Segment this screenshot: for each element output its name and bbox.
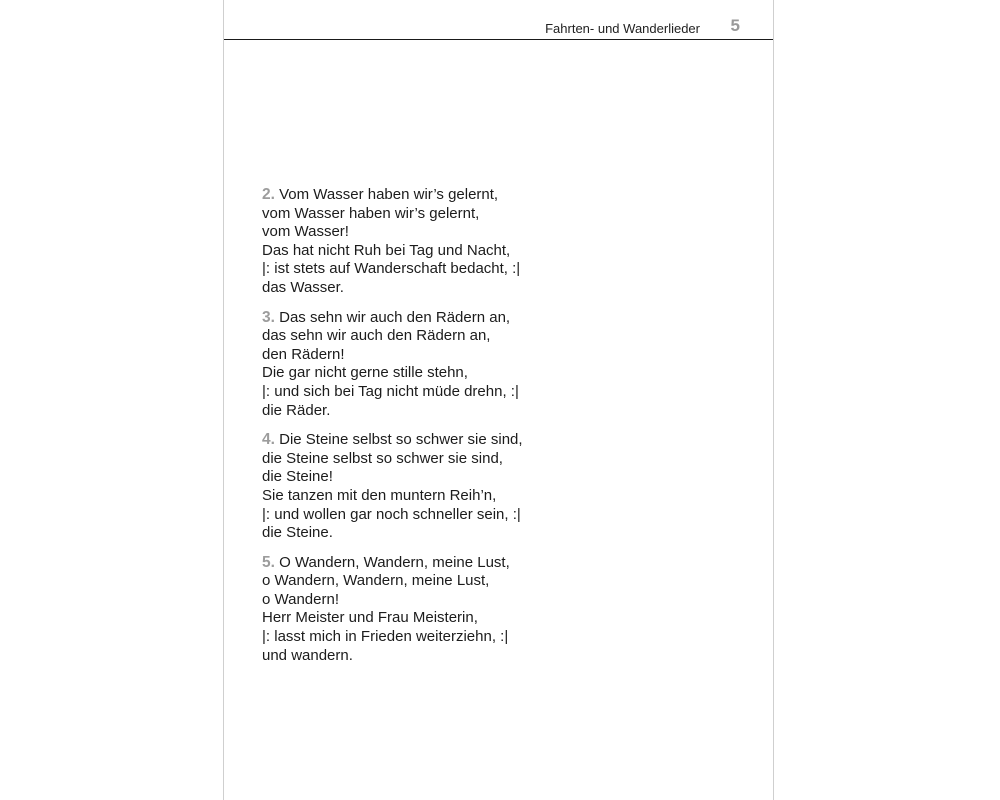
verse-line: o Wandern!: [262, 590, 339, 608]
verse-line: |: ist stets auf Wanderschaft bedacht, :|: [262, 260, 521, 278]
verse-line: die Steine.: [262, 524, 333, 542]
verse-line: |: und wollen gar noch schneller sein, :|: [262, 505, 521, 523]
verse-4: [262, 431, 742, 543]
verse-line: vom Wasser!: [262, 223, 349, 241]
page-number: 5: [730, 16, 740, 35]
verse-number: 5.: [262, 553, 275, 571]
verse-line: vom Wasser haben wir’s gelernt,: [262, 204, 480, 222]
document-page: [223, 0, 774, 800]
verse-line: Die gar nicht gerne stille stehn,: [262, 364, 468, 382]
verse-line: |: lasst mich in Frieden weiterziehn, :|: [262, 628, 509, 646]
verse-line-text: Vom Wasser haben wir’s gelernt,: [279, 186, 499, 203]
verse-line: Sie tanzen mit den muntern Reih’n,: [262, 486, 497, 504]
verse-line: Herr Meister und Frau Meisterin,: [262, 609, 478, 627]
verse-2: [262, 186, 742, 298]
header-title: Fahrten- und Wanderlieder: [545, 21, 700, 36]
verse-line: die Steine!: [262, 468, 333, 486]
verse-line: die Steine selbst so schwer sie sind,: [262, 449, 503, 467]
verse-line: Das hat nicht Ruh bei Tag und Nacht,: [262, 241, 511, 259]
verse-line: o Wandern, Wandern, meine Lust,: [262, 572, 490, 590]
verse-line: [262, 554, 742, 573]
verse-line: |: und sich bei Tag nicht müde drehn, :|: [262, 382, 519, 400]
verse-line-text: Das sehn wir auch den Rädern an,: [279, 308, 511, 326]
verse-line: [262, 186, 742, 205]
verse-5: [262, 554, 742, 666]
song-lyrics: [262, 186, 742, 676]
verse-line: [262, 309, 742, 328]
running-header: [224, 0, 773, 40]
verse-line-text: O Wandern, Wandern, meine Lust,: [279, 553, 510, 571]
verse-number: 2.: [262, 186, 275, 203]
verse-line: und wandern.: [262, 646, 353, 664]
verse-line: das sehn wir auch den Rädern an,: [262, 327, 491, 345]
verse-line-text: Die Steine selbst so schwer sie sind,: [279, 431, 523, 449]
verse-line: das Wasser.: [262, 278, 344, 296]
verse-line: die Räder.: [262, 401, 331, 419]
verse-number: 3.: [262, 308, 275, 326]
verse-line: [262, 431, 742, 450]
verse-line: den Rädern!: [262, 345, 345, 363]
verse-number: 4.: [262, 431, 275, 449]
verse-3: [262, 309, 742, 421]
